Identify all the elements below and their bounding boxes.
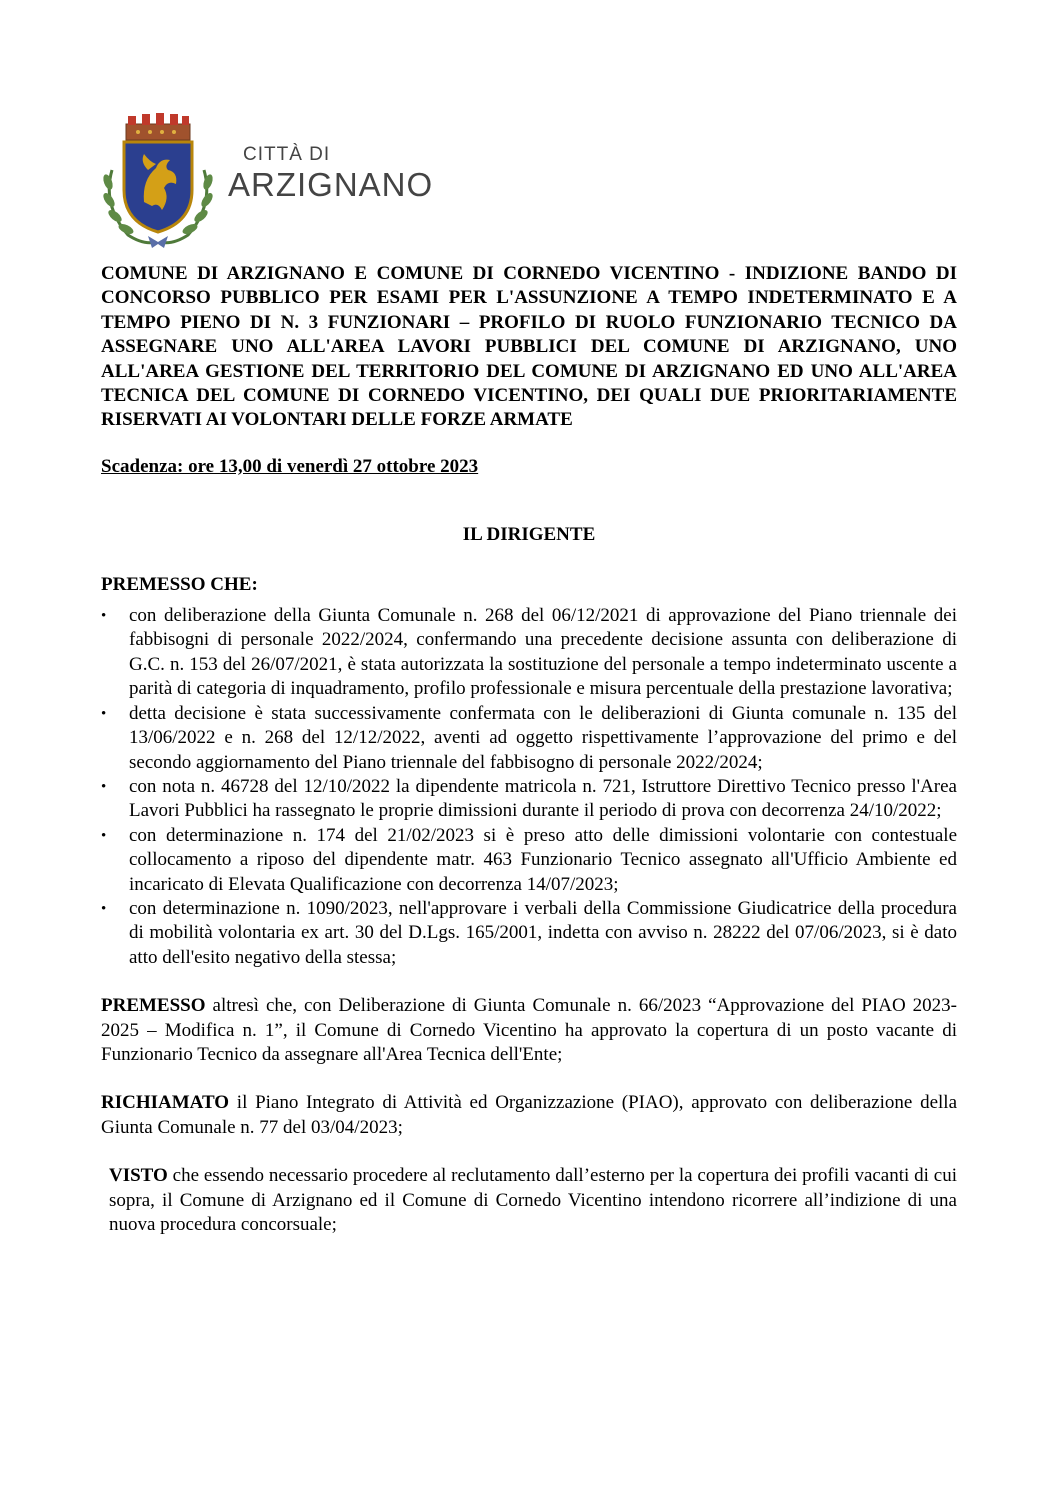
document-title: COMUNE DI ARZIGNANO E COMUNE DI CORNEDO VICENTINO - INDIZIONE BANDO DI CONCORSO PUBBLICO PER ESAMI PER L'ASSUNZIONE A TEMPO INDETERMINATO E A TEMPO PIENO DI N. 3 FUNZIONARI – PROFILO DI RUOLO FUNZIONARIO TECNICO DA ASSEGNARE UNO ALL'AREA LAVORI PUBBLICI DEL COMUNE DI ARZIGNANO, UNO ALL'AREA GESTIONE DEL TERRITORIO DEL COMUNE DI ARZIGNANO ED UNO ALL'AREA TECNICA DEL COMUNE DI CORNEDO VICENTINO, DEI QUALI DUE PRIORITARIAMENTE RISERVATI AI VOLONTARI DELLE FORZE ARMATE — [101, 263, 957, 431]
paragraph-text: che essendo necessario procedere al reclutamento dall’esterno per la copertura dei profili vacanti di cui sopra, il Comune di Arzignano ed il Comune di Cornedo Vicentino intendono ricorrere all’indizione di una nuova procedura concorsuale; — [109, 1165, 957, 1235]
section-heading: IL DIRIGENTE — [462, 524, 596, 546]
list-item — [101, 775, 957, 824]
list-item — [101, 702, 957, 775]
paragraph-text: il Piano Integrato di Attività ed Organizzazione (PIAO), approvato con deliberazione della Giunta Comunale n. 77 del 03/04/2023; — [101, 1092, 957, 1138]
bullet-icon: • — [101, 705, 107, 722]
document-body — [101, 262, 957, 1237]
premesso-heading: PREMESSO CHE: — [101, 573, 258, 595]
paragraph-richiamato — [101, 1091, 957, 1140]
list-item — [101, 604, 957, 702]
paragraph-visto — [101, 1164, 957, 1237]
list-item — [101, 897, 957, 970]
list-item-text: con nota n. 46728 del 12/10/2022 la dipendente matricola n. 721, Istruttore Direttivo Tecnico presso l'Area Lavori Pubblici ha rassegnato le proprie dimissioni durante il periodo di prova con decorrenza 24/10/2022; — [129, 775, 957, 822]
logo-city-name: ARZIGNANO — [228, 166, 434, 203]
list-item-text: con determinazione n. 1090/2023, nell'approvare i verbali della Commissione Giudicatrice della procedura di mobilità volontaria ex art. 30 del D.Lgs. 165/2001, indetta con avviso n. 28222 del 07/06/2023, si è dato atto dell'esito negativo della stessa; — [129, 897, 957, 968]
list-item-text: con deliberazione della Giunta Comunale n. 268 del 06/12/2021 di approvazione del Piano triennale dei fabbisogni di personale 2022/2024, confermando una precedente decisione assunta con deliberazione di G.C. n. 153 del 26/07/2021, è stata autorizzata la sostituzione del personale a tempo indeterminato uscente a parità di categoria di inquadramento, profilo professionale e misura percentuale della prestazione lavorativa; — [129, 605, 957, 700]
logo-city-label: CITTÀ DI — [243, 144, 331, 165]
deadline: Scadenza: ore 13,00 di venerdì 27 ottobre 2023 — [101, 455, 479, 477]
paragraph-lead: VISTO — [109, 1165, 168, 1187]
city-logo — [98, 110, 458, 250]
paragraph-text: altresì che, con Deliberazione di Giunta Comunale n. 66/2023 “Approvazione del PIAO 2023-2025 – Modifica n. 1”, il Comune di Cornedo Vicentino ha approvato la copertura di un posto vacante di Funzionario Tecnico da assegnare all'Area Tecnica dell'Ente; — [101, 995, 957, 1065]
list-item-text: con determinazione n. 174 del 21/02/2023 si è preso atto delle dimissioni volontarie con contestuale collocamento a riposo del dipendente matr. 463 Funzionario Tecnico assegnato all'Ufficio Ambiente ed incaricato di Elevata Qualificazione con decorrenza 14/07/2023; — [129, 824, 957, 895]
paragraph-lead: PREMESSO — [101, 995, 206, 1017]
premesso-list — [101, 604, 957, 970]
bullet-icon: • — [101, 900, 107, 917]
coat-of-arms-icon — [98, 110, 218, 250]
list-item-text: detta decisione è stata successivamente confermata con le deliberazioni di Giunta comunale n. 135 del 13/06/2022 e n. 268 del 12/12/2022, aventi ad oggetto rispettivamente l’approvazione del primo e del secondo aggiornamento del Piano triennale del fabbisogno di personale 2022/2024; — [129, 702, 957, 773]
list-item — [101, 824, 957, 897]
bullet-icon: • — [101, 608, 107, 625]
paragraph-lead: RICHIAMATO — [101, 1092, 230, 1114]
bullet-icon: • — [101, 827, 107, 844]
paragraph-premesso — [101, 994, 957, 1067]
bullet-icon: • — [101, 778, 107, 795]
